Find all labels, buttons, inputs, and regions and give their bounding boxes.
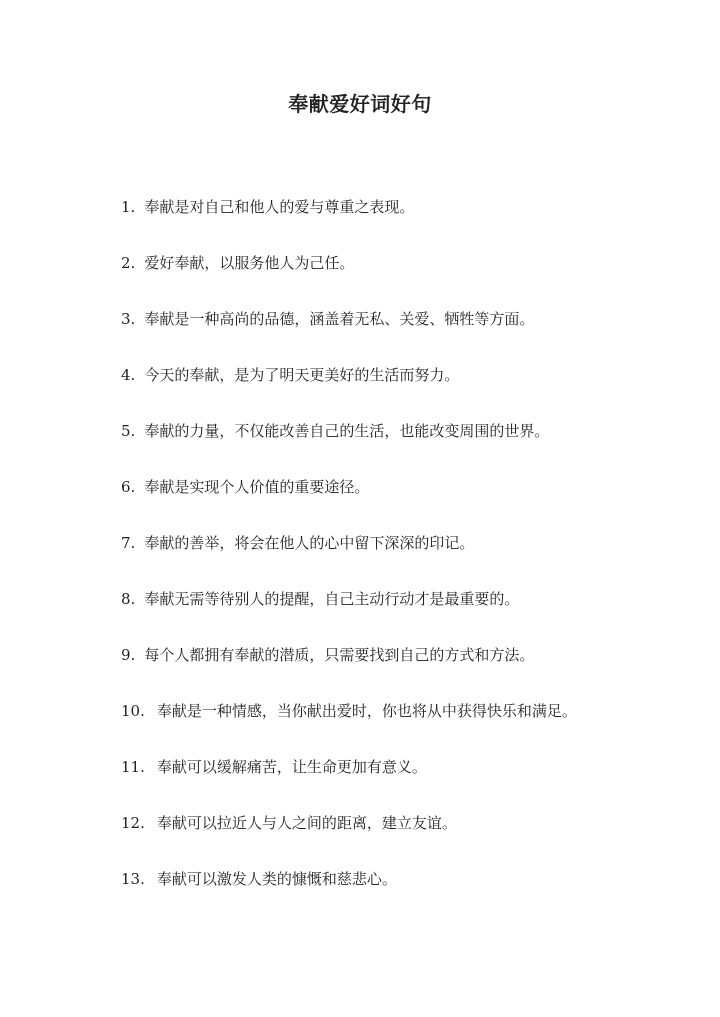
item-text: 奉献是实现个人价值的重要途径。 <box>144 478 370 496</box>
list-item <box>121 196 701 252</box>
list-item <box>121 420 701 476</box>
list-item <box>121 364 701 420</box>
item-number: 11. <box>121 758 145 776</box>
item-text: 奉献是一种情感，当你献出爱时，你也将从中获得快乐和满足。 <box>156 702 577 720</box>
item-number: 10. <box>121 702 145 720</box>
item-text: 今天的奉献，是为了明天更美好的生活而努力。 <box>144 366 460 384</box>
item-text: 奉献的力量，不仅能改善自己的生活，也能改变周围的世界。 <box>144 422 550 440</box>
item-text: 奉献是对自己和他人的爱与尊重之表现。 <box>144 198 415 216</box>
item-text: 奉献是一种高尚的品德，涵盖着无私、关爱、牺牲等方面。 <box>144 310 535 328</box>
item-number: 5. <box>121 422 136 440</box>
item-text: 每个人都拥有奉献的潜质，只需要找到自己的方式和方法。 <box>144 646 535 664</box>
item-text: 奉献可以拉近人与人之间的距离，建立友谊。 <box>156 814 457 832</box>
list-item <box>121 532 701 588</box>
item-number: 6. <box>121 478 136 496</box>
item-number: 2. <box>121 254 136 272</box>
page-title: 奉献爱好词好句 <box>288 92 432 116</box>
item-text: 爱好奉献，以服务他人为己任。 <box>144 254 355 272</box>
item-number: 9. <box>121 646 136 664</box>
list-item <box>121 868 701 924</box>
item-number: 13. <box>121 870 145 888</box>
item-number: 3. <box>121 310 136 328</box>
item-text: 奉献可以激发人类的慷慨和慈悲心。 <box>156 870 397 888</box>
list-item <box>121 308 701 364</box>
item-text: 奉献可以缓解痛苦，让生命更加有意义。 <box>156 758 427 776</box>
list-item <box>121 476 701 532</box>
list-item <box>121 700 701 756</box>
item-number: 7. <box>121 534 136 552</box>
item-number: 8. <box>121 590 136 608</box>
list-item <box>121 644 701 700</box>
item-number: 1. <box>121 198 136 216</box>
list-item <box>121 812 701 868</box>
item-text: 奉献的善举，将会在他人的心中留下深深的印记。 <box>144 534 475 552</box>
list-item <box>121 252 701 308</box>
item-number: 4. <box>121 366 136 384</box>
list-item <box>121 756 701 812</box>
item-number: 12. <box>121 814 145 832</box>
list-item <box>121 588 701 644</box>
item-text: 奉献无需等待别人的提醒，自己主动行动才是最重要的。 <box>144 590 520 608</box>
sentence-list <box>121 196 701 924</box>
